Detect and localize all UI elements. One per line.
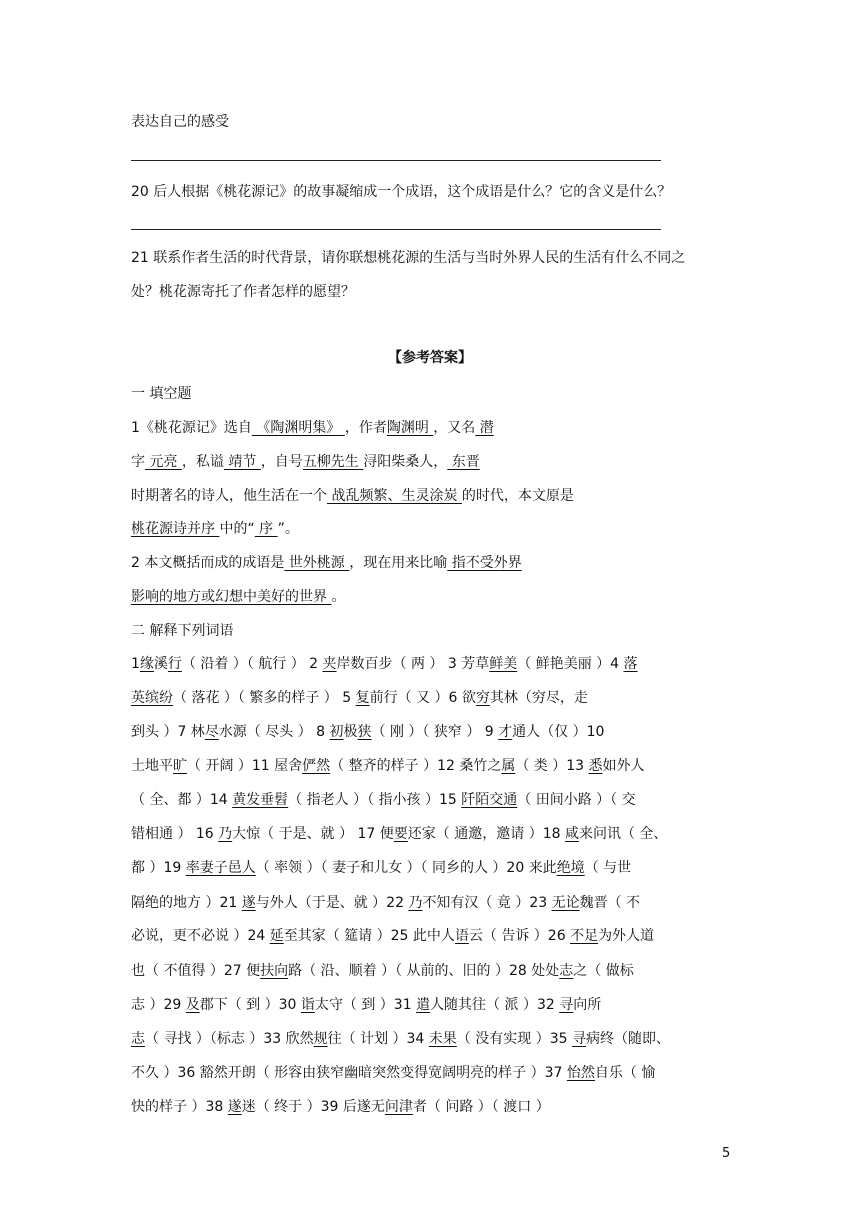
vocab-text: 郡下（ 到 ）30: [199, 997, 301, 1013]
vocab-term: 语: [454, 928, 469, 944]
answer-hao: 五柳先生: [302, 454, 364, 470]
vocab-text: 其林（穷尽，走: [489, 690, 588, 706]
vocab-text: 水源（ 尽头 ） 8: [218, 724, 330, 740]
vocab-text: 溪: [153, 656, 168, 672]
answer-original: 桃花源诗并序: [131, 521, 220, 537]
text: 1《桃花源记》选自: [131, 420, 252, 436]
vocab-text: 大惊（ 于是、就 ） 17 便: [232, 826, 394, 842]
answer-idiom: 世外桃源: [284, 555, 350, 571]
vocab-text: （ 鲜艳美丽 ）4: [517, 656, 624, 672]
section-1-heading: 一 填空题: [131, 386, 192, 402]
vocab-line: [131, 858, 631, 878]
text: 。: [331, 589, 346, 605]
question-19-tail: 表达自己的感受: [131, 114, 229, 130]
vocab-term: 寻: [559, 997, 574, 1013]
answer-shi: 靖节: [223, 454, 261, 470]
vocab-term: 狭: [357, 724, 372, 740]
vocab-text: （ 与世: [584, 860, 632, 876]
vocab-text: 为外人道: [598, 928, 655, 944]
text: ，现在用来比喻: [349, 555, 448, 571]
vocab-text: 之（ 做标: [573, 963, 634, 979]
fill-q2-line-1: [131, 553, 522, 573]
vocab-text: （ 类 ）13: [515, 758, 589, 774]
vocab-text: 病终（随即、: [585, 1031, 670, 1047]
vocab-line: [131, 654, 638, 674]
vocab-line: [131, 790, 636, 810]
vocab-term: 落: [623, 656, 638, 672]
fill-q1-line-4: [131, 519, 299, 539]
vocab-term: 延: [269, 928, 284, 944]
fill-q1-line-1: [131, 418, 494, 438]
vocab-text: 如外人: [602, 758, 645, 774]
vocab-term: 乃: [218, 826, 233, 842]
vocab-term: 旷: [173, 758, 187, 774]
vocab-term: 鲜美: [489, 656, 518, 672]
vocab-term: 无论: [551, 895, 580, 911]
vocab-term: 缘: [139, 656, 154, 672]
vocab-text: （ 寻找 ）（标志 ）33 欣然: [145, 1031, 314, 1047]
vocab-text: 土地平: [131, 758, 173, 774]
page-number: 5: [722, 1146, 731, 1161]
vocab-text: （ 率领 ）（ 妻子和儿女 ）（ 同乡的人 ）20 来此: [255, 860, 557, 876]
vocab-term: 及: [185, 997, 200, 1013]
vocab-text: 自乐（ 愉: [594, 1065, 656, 1081]
vocab-term: 绝境: [556, 860, 585, 876]
vocab-text: 向所: [573, 997, 602, 1013]
question-21-line-1: 21 联系作者生活的时代背景，请你联想桃花源的生活与当时外界人民的生活有什么不同之: [131, 250, 686, 266]
vocab-term: 属: [501, 758, 516, 774]
vocab-term: 遂: [241, 895, 256, 911]
vocab-line: [131, 1063, 655, 1083]
vocab-term: 黄发垂髫: [232, 792, 289, 808]
vocab-text: 魏晋（ 不: [579, 895, 641, 911]
vocab-text: （ 全、都 ）14: [131, 792, 233, 808]
answer-zi: 元亮: [145, 454, 182, 470]
answer-book: 《陶渊明集》: [251, 420, 345, 436]
text: 字: [131, 454, 145, 470]
text: ，作者: [344, 420, 387, 436]
answer-title: 【参考答案】: [388, 350, 472, 366]
vocab-term: 复: [355, 690, 370, 706]
vocab-line: [131, 722, 604, 742]
vocab-text: 与外人（于是、就 ）22: [255, 895, 409, 911]
vocab-text: 也（ 不值得 ）27 便: [131, 963, 261, 979]
fill-q1-line-3: [131, 486, 574, 506]
vocab-text: 1: [131, 656, 140, 672]
vocab-text: （ 落花 ）（ 繁多的样子 ） 5: [173, 690, 356, 706]
vocab-text: 太守（ 到 ）31: [314, 997, 417, 1013]
vocab-line: [131, 688, 588, 708]
answer-line-19: [131, 160, 661, 161]
vocab-term: 扶向: [260, 963, 289, 979]
text: 时期著名的诗人，他生活在一个: [131, 488, 327, 504]
vocab-text: （ 开阔 ）11 屋舍: [187, 758, 303, 774]
vocab-line: [131, 756, 645, 776]
vocab-text: 错相通 ） 16: [131, 826, 219, 842]
vocab-text: 迷（ 终于 ）39 后遂无: [241, 1099, 385, 1115]
vocab-term: 寻: [571, 1031, 586, 1047]
question-20: 20 后人根据《桃花源记》的故事凝缩成一个成语，这个成语是什么？它的含义是什么？: [131, 184, 672, 200]
vocab-text: 前行（ 又 ）6 欲: [369, 690, 476, 706]
vocab-term: 未果: [428, 1031, 457, 1047]
vocab-text: （ 沿着 ）（ 航行 ） 2: [181, 656, 323, 672]
vocab-term: 率妻子邑人: [185, 860, 256, 876]
vocab-term: 问津: [384, 1099, 413, 1115]
text: ”。: [277, 521, 299, 537]
text: ，又名: [433, 420, 476, 436]
answer-era: 东晋: [447, 454, 480, 470]
text: 中的“: [219, 521, 255, 537]
answer-alias: 潜: [475, 420, 494, 436]
vocab-term: 乃: [408, 895, 423, 911]
answer-meaning: 指不受外界: [447, 555, 522, 571]
vocab-term: 不足: [570, 928, 599, 944]
vocab-term: 初: [329, 724, 344, 740]
vocab-term: 穷: [475, 690, 490, 706]
vocab-text: 往（ 计划 ）34: [327, 1031, 429, 1047]
vocab-line: [131, 926, 654, 946]
vocab-text: 都 ）19: [131, 860, 186, 876]
vocab-text: 还家（ 通邀，邀请 ）18: [407, 826, 565, 842]
vocab-text: 云（ 告诉 ）26: [468, 928, 571, 944]
vocab-text: 通人（仅 ）10: [512, 724, 605, 740]
vocab-text: 到头 ）7 林: [131, 724, 205, 740]
vocab-term: 志: [131, 1031, 145, 1047]
vocab-text: 必说，更不必说 ）24: [131, 928, 270, 944]
vocab-text: （ 整齐的样子 ）12 桑竹之: [330, 758, 502, 774]
question-21-line-2: 处？桃花源寄托了作者怎样的愿望？: [131, 284, 355, 300]
fill-q2-line-2: [131, 587, 345, 607]
vocab-text: （ 刚 ）（ 狭窄 ） 9: [371, 724, 499, 740]
vocab-text: 志 ）29: [131, 997, 186, 1013]
text: 的时代，本文原是: [461, 488, 574, 504]
vocab-text: （ 田间小路 ）（ 交: [517, 792, 636, 808]
vocab-term: 才: [498, 724, 513, 740]
vocab-term: 夹: [322, 656, 337, 672]
text: ，私谥: [181, 454, 224, 470]
section-2-heading: 二 解释下列词语: [131, 623, 234, 639]
text: ，自号: [260, 454, 303, 470]
vocab-term: 志: [559, 963, 574, 979]
answer-xu: 序: [254, 521, 278, 537]
vocab-line: [131, 995, 601, 1015]
vocab-term: 遣: [416, 997, 431, 1013]
vocab-text: 来问讯（ 全、: [578, 826, 668, 842]
vocab-line: [131, 824, 667, 844]
vocab-text: 极: [343, 724, 358, 740]
fill-q1-line-2: [131, 452, 480, 472]
vocab-text: 路（ 沿、顺着 ）（ 从前的、旧的 ）28 处处: [288, 963, 560, 979]
text: 2 本文概括而成的成语是: [131, 555, 285, 571]
vocab-term: 俨然: [302, 758, 331, 774]
vocab-text: 岸数百步（ 两 ） 3 芳草: [336, 656, 490, 672]
answer-times: 战乱频繁、生灵涂炭: [327, 488, 462, 504]
vocab-term: 诣: [300, 997, 315, 1013]
vocab-term: 规: [313, 1031, 328, 1047]
vocab-text: 隔绝的地方 ）21: [131, 895, 242, 911]
answer-line-20: [131, 229, 661, 230]
vocab-term: 行: [167, 656, 182, 672]
vocab-text: （ 指老人 ）（ 指小孩 ）15: [288, 792, 462, 808]
vocab-term: 悉: [588, 758, 603, 774]
text: 浔阳柴桑人，: [363, 454, 448, 470]
vocab-term: 怡然: [566, 1065, 595, 1081]
vocab-text: 快的样子 ）38: [131, 1099, 228, 1115]
vocab-text: 不知有汉（ 竟 ）23: [422, 895, 552, 911]
vocab-line: [131, 1097, 550, 1117]
vocab-term: 遂: [227, 1099, 242, 1115]
vocab-text: 人随其往（ 派 ）32: [430, 997, 560, 1013]
vocab-term: 要: [393, 826, 408, 842]
vocab-line: [131, 961, 634, 981]
vocab-text: 不久 ）36 豁然开朗（ 形容由狭窄幽暗突然变得宽阔明亮的样子 ）37: [131, 1065, 567, 1081]
vocab-term: 咸: [564, 826, 579, 842]
answer-meaning-cont: 影响的地方或幻想中美好的世界: [131, 589, 332, 605]
vocab-term: 英缤纷: [131, 690, 173, 706]
vocab-line: [131, 1029, 670, 1049]
vocab-term: 尽: [204, 724, 219, 740]
vocab-text: 者（ 问路 ）（ 渡口 ）: [412, 1099, 550, 1115]
vocab-term: 阡陌交通: [461, 792, 518, 808]
vocab-line: [131, 893, 640, 913]
answer-author: 陶渊明: [386, 420, 434, 436]
vocab-text: 至其家（ 筵请 ）25 此中人: [283, 928, 455, 944]
vocab-text: （ 没有实现 ）35: [456, 1031, 572, 1047]
